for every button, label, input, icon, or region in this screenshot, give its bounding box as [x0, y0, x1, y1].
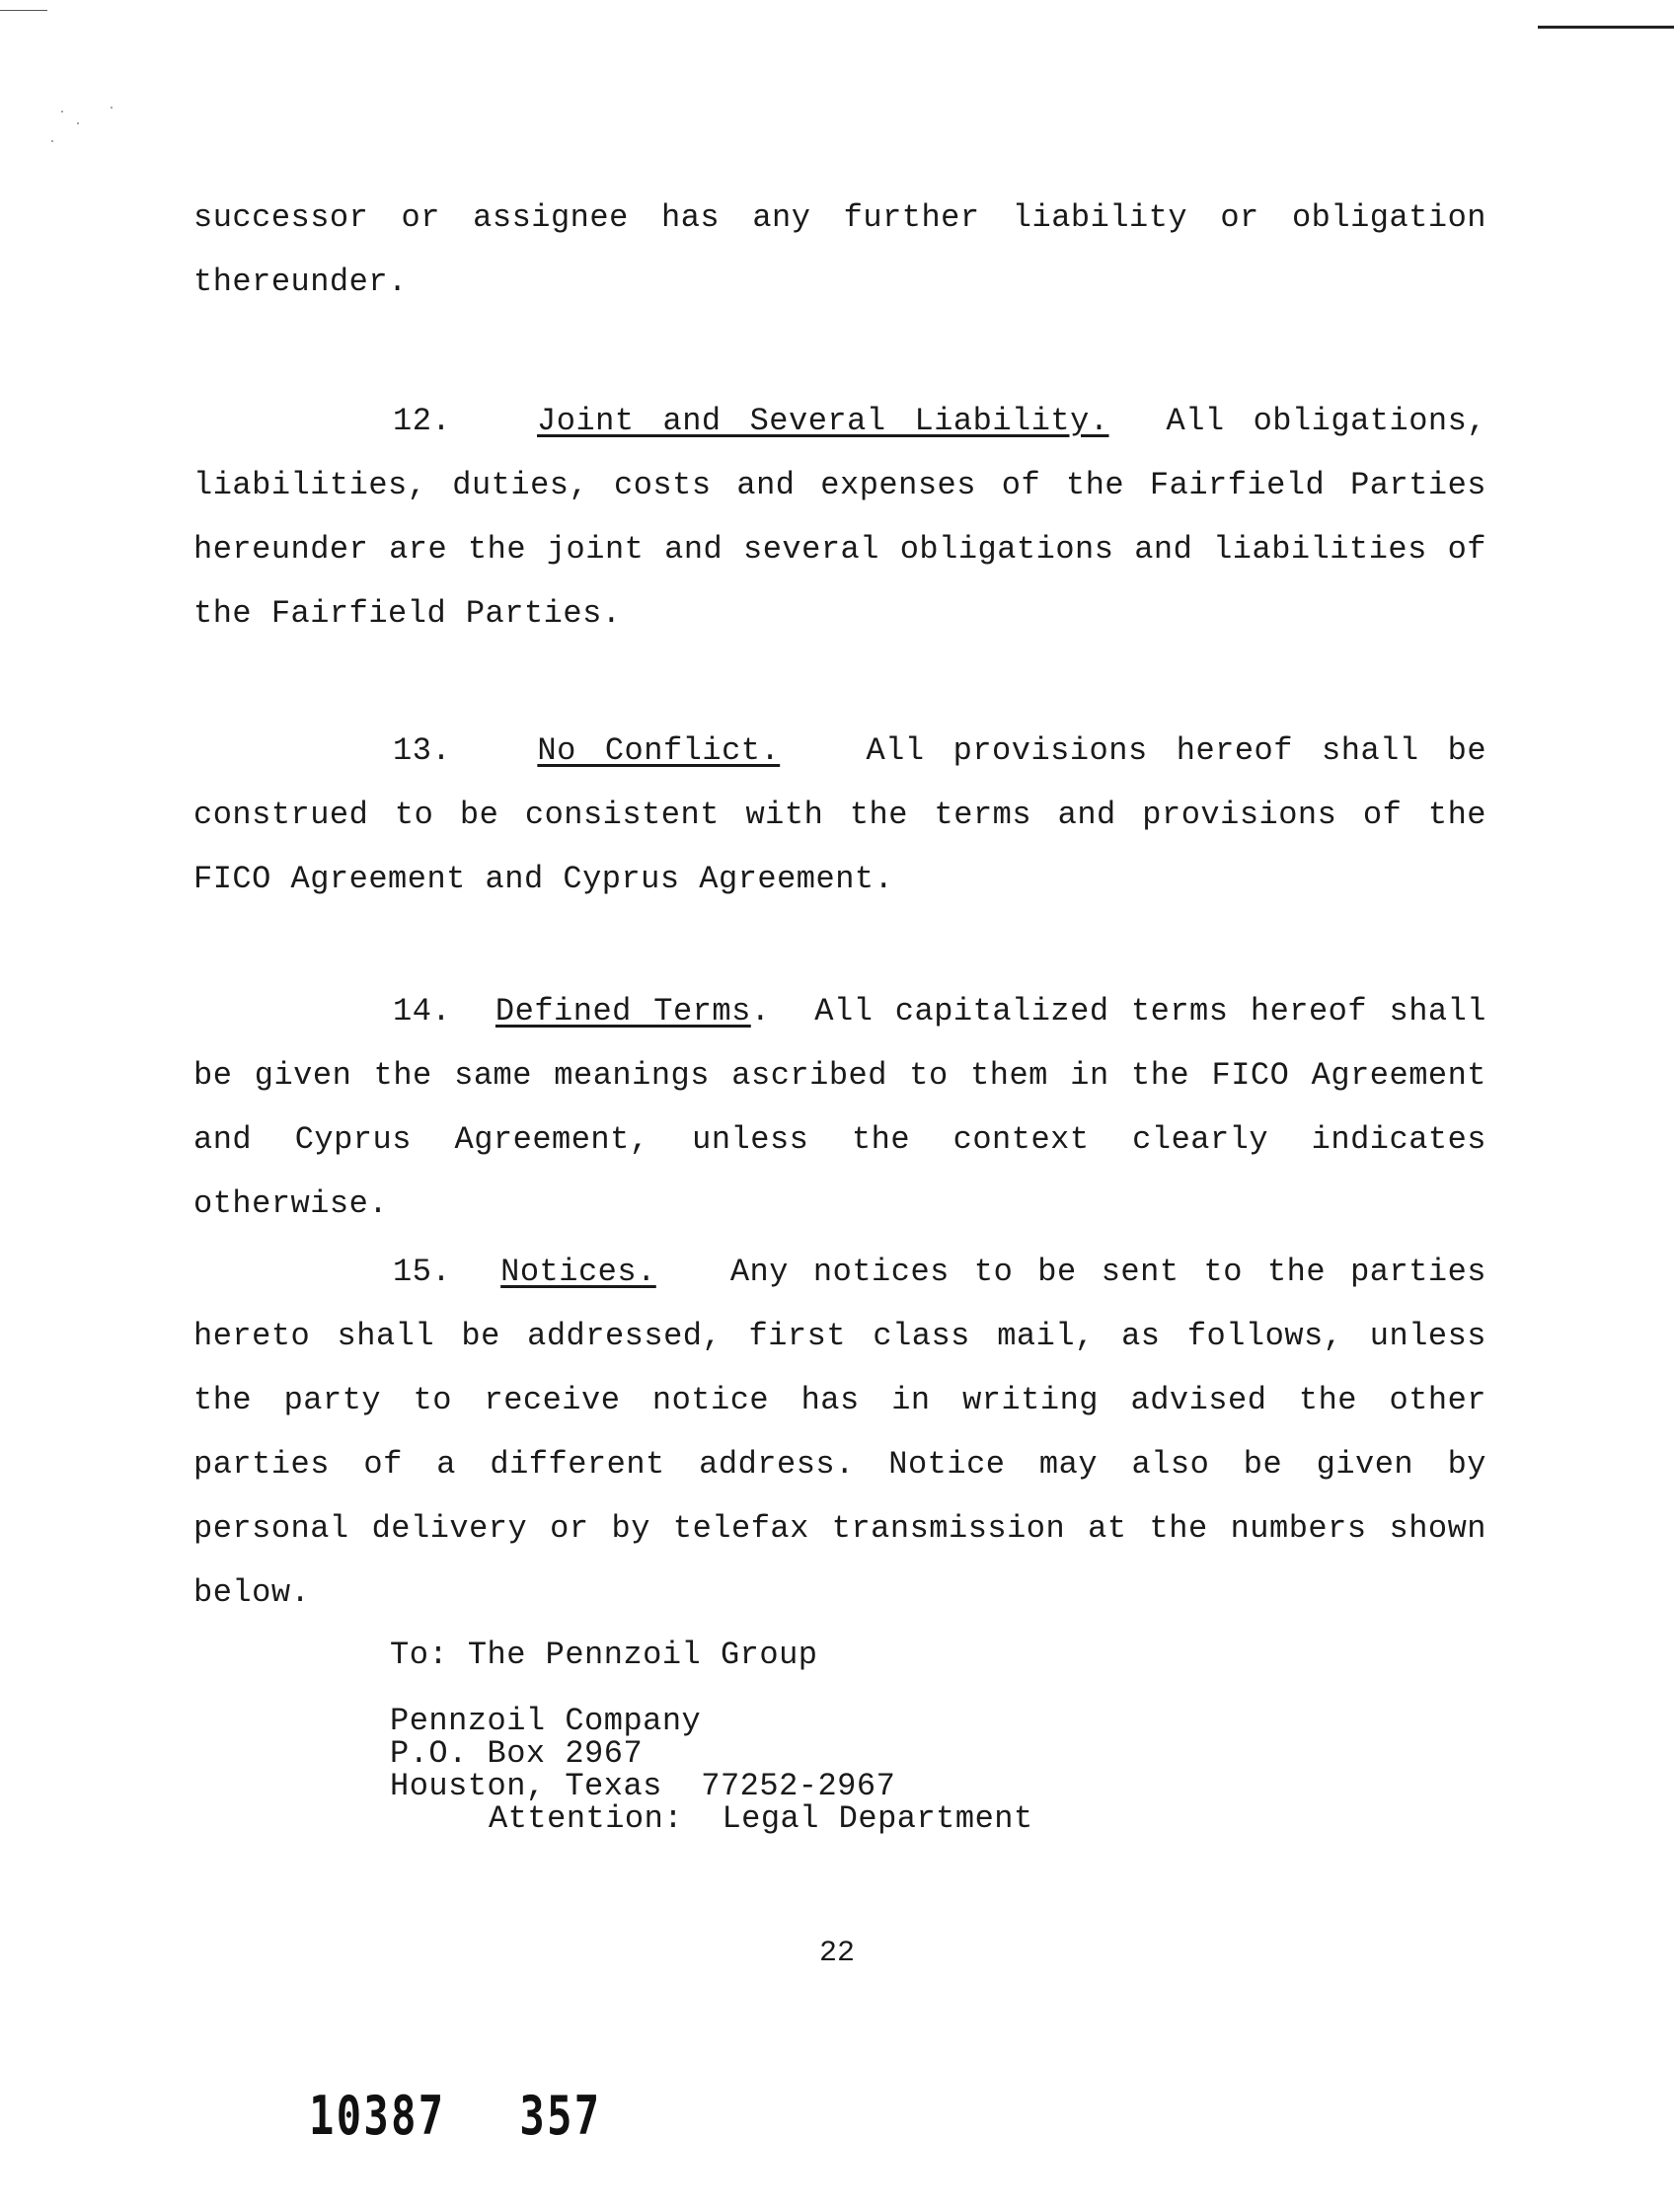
- address-po-box: P.O. Box 2967: [390, 1735, 644, 1772]
- scan-speck: [111, 107, 113, 109]
- section-body: All capitalized terms hereof shall be given the same meanings ascribed to them in the FICO Agreement and Cyprus Agreement, unless the context clearly indicates otherwise.: [193, 993, 1486, 1222]
- section-body: All obligations, liabilities, duties, costs and expenses of the Fairfield Parties hereunder are the joint and several obligations and liabilities of the Fairfield Parties.: [193, 403, 1487, 632]
- paragraph-14: [193, 979, 1486, 1236]
- paragraph-11-continuation: [193, 186, 1486, 314]
- stamp-right-number: 357: [519, 2085, 602, 2147]
- section-body: Any notices to be sent to the parties hereto shall be addressed, first class mail, as follows, unless the party to receive notice has in writing advised the other parties of a different address. Notice may also be given by personal delivery or by telefax transmission at the numbers shown below.: [193, 1254, 1487, 1611]
- page-number: 22: [818, 1937, 855, 1970]
- attention-value: Legal Department: [722, 1800, 1033, 1837]
- address-zip: 77252-2967: [701, 1768, 896, 1804]
- section-body: All provisions hereof shall be construed to be consistent with the terms and provisions of the FICO Agreement and Cyprus Agreement.: [193, 732, 1487, 897]
- section-number: 12.: [393, 403, 452, 439]
- paragraph-12: [193, 389, 1486, 646]
- document-stamp: [309, 2085, 601, 2147]
- section-heading: Defined Terms: [495, 993, 751, 1030]
- section-number: 14.: [393, 993, 452, 1030]
- section-heading: Notices.: [500, 1254, 656, 1290]
- stamp-left-number: 10387: [309, 2085, 446, 2147]
- scan-speck: [61, 111, 63, 113]
- paragraph-15: [193, 1240, 1486, 1625]
- notice-address-block: [390, 1639, 1033, 1835]
- address-attention: [390, 1802, 1033, 1835]
- section-heading-period: .: [750, 993, 771, 1030]
- section-number: 15.: [393, 1254, 452, 1290]
- section-number: 13.: [393, 732, 452, 769]
- paragraph-text: successor or assignee has any further liability or obligation thereunder.: [193, 199, 1486, 300]
- section-heading: Joint and Several Liability.: [537, 403, 1109, 439]
- address-to-line: To: The Pennzoil Group: [390, 1637, 818, 1673]
- attention-label: Attention:: [489, 1800, 684, 1837]
- address-city-state: Houston, Texas: [390, 1768, 662, 1804]
- address-city-zip: [390, 1770, 1033, 1802]
- address-company: Pennzoil Company: [390, 1703, 702, 1739]
- scan-speck: [51, 140, 53, 142]
- section-heading: No Conflict.: [537, 732, 781, 769]
- paragraph-13: [193, 719, 1486, 911]
- scan-mark-top-right: [1538, 26, 1674, 29]
- scan-mark-top-left: [0, 10, 47, 11]
- scan-speck: [77, 122, 79, 124]
